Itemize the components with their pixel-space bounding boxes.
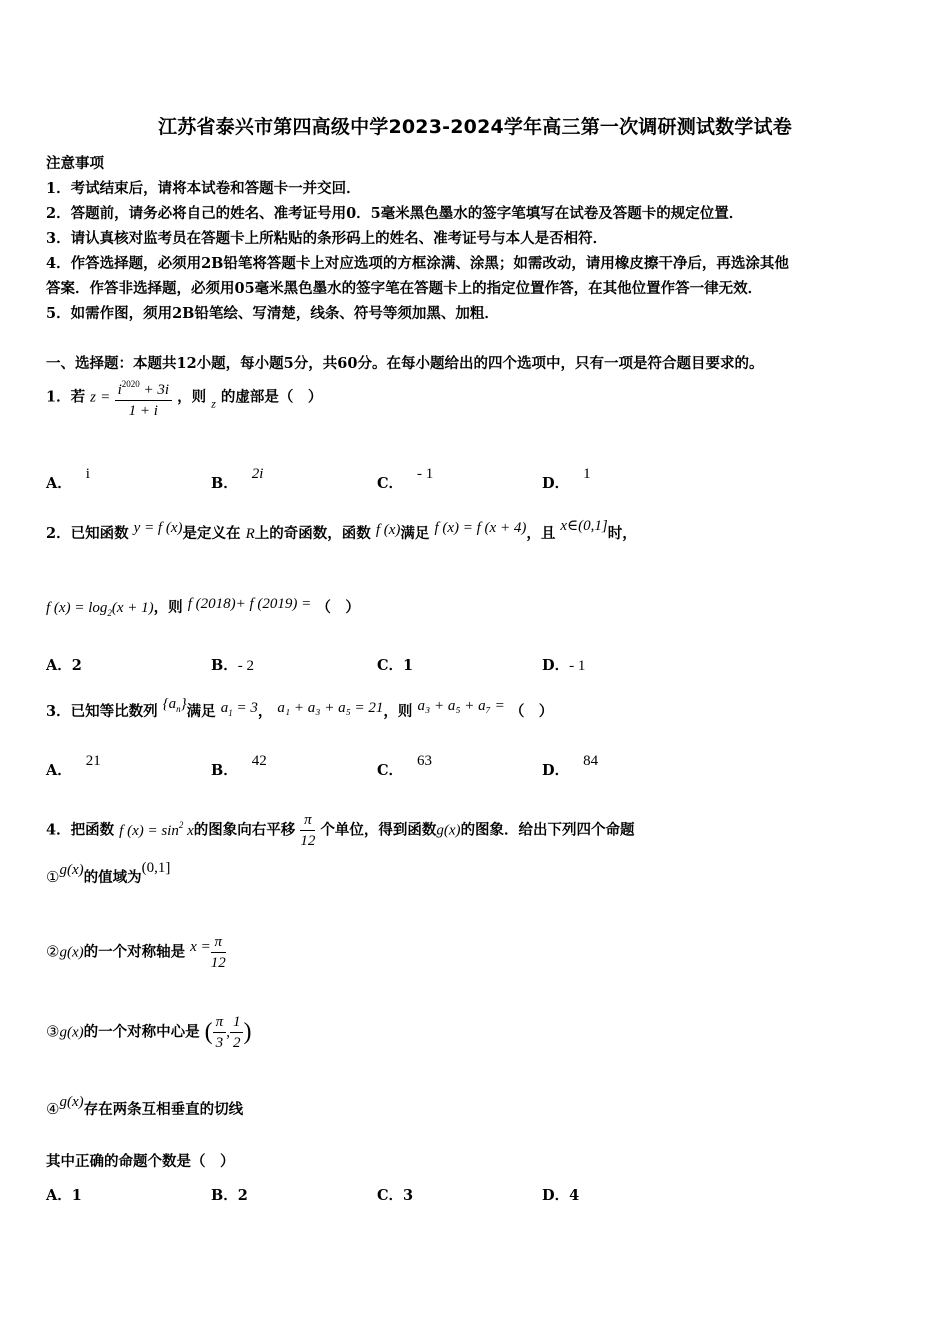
- q3-option-b[interactable]: B．42: [211, 753, 267, 779]
- q1-text3: 的虚部是（ ）: [220, 388, 323, 406]
- q4-shift: $\frac{\pi}{12}$: [300, 812, 316, 849]
- q1-z: z: [90, 389, 96, 406]
- q1-num-exp: 2020: [121, 379, 140, 389]
- q2-R: R: [245, 526, 255, 542]
- q3-cond2: a₁ + a₃ + a₅ = 21: [277, 700, 384, 716]
- q2-f2: f (x): [375, 522, 401, 538]
- q3-option-c[interactable]: C．63: [377, 753, 433, 779]
- q3-option-a[interactable]: A．21: [46, 753, 101, 779]
- note-item-4: 4．作答选择题，必须用2B铅笔将答题卡上对应选项的方框涂满、涂黑；如需改动，请用橡皮擦干净后，再选涂其他: [46, 255, 789, 272]
- q3-target: a₃ + a₅ + a₇ =: [417, 698, 505, 714]
- q4-option-a[interactable]: A．1: [46, 1187, 82, 1204]
- q2-f1: y = f (x): [133, 520, 183, 536]
- q2-option-c[interactable]: C．1: [377, 657, 414, 674]
- section-heading: 一、选择题：本题共12小题，每小题5分，共60分。在每小题给出的四个选项中，只有一项是符合题目要求的。: [46, 355, 764, 372]
- q1-fraction: [115, 374, 172, 421]
- q4-question: 其中正确的命题个数是（ ）: [46, 1153, 235, 1170]
- q1-option-c[interactable]: C．- 1: [377, 466, 434, 492]
- question-4: 4．把函数 f $(x) = \sin^2 x$的图象向右平移 $\frac{\pi}{12}$ 个单位，得到函数g(x)的图象．给出下列四个命题: [46, 812, 635, 849]
- notes-heading: 注意事项: [46, 155, 104, 172]
- q4-option-d[interactable]: D．4: [542, 1187, 580, 1204]
- proposition-1: ①g(x)的值域为(0,1]: [46, 860, 171, 886]
- q4-option-c[interactable]: C．3: [377, 1187, 414, 1204]
- q2-f5: f $(x) = \log_2(x + 1)$: [46, 600, 154, 618]
- q2-f3: f (x) = f (x + 4): [434, 520, 527, 536]
- q1-option-a[interactable]: A．i: [46, 466, 90, 492]
- proposition-2: ②g(x)的一个对称轴是 x = $\frac{\pi}{12}$: [46, 934, 226, 971]
- exam-title: 江苏省泰兴市第四高级中学2023-2024学年高三第一次调研测试数学试卷: [158, 116, 792, 138]
- note-item-5: 5．如需作图，须用2B铅笔绘、写清楚，线条、符号等须加黑、加粗．: [46, 305, 499, 322]
- q1-den: 1 + i: [128, 403, 158, 419]
- question-3: 3．已知等比数列 $\{a_n\}$满足 $a_1 = 3$， a₁ + a₃ + a₅ = 21，则 a₃ + a₅ + a₇ = （ ）: [46, 696, 554, 720]
- proposition-3: ③g(x)的一个对称中心是 ( $\frac{\pi}{3}$ , $\frac{1}{2}$ ): [46, 1014, 252, 1051]
- proposition-4: ④g(x)存在两条互相垂直的切线: [46, 1094, 244, 1118]
- q1-option-b[interactable]: B．2i: [211, 466, 264, 492]
- q4-g: g(x): [436, 822, 461, 839]
- q1-text2: ，则: [177, 388, 207, 406]
- q1-num: i: [117, 382, 122, 398]
- q2-option-d[interactable]: D．- 1: [542, 657, 586, 674]
- question-1: [46, 374, 322, 421]
- note-item-4-cont: 答案．作答非选择题，必须用05毫米黑色墨水的签字笔在答题卡上的指定位置作答，在其他位置作答一律无效．: [46, 280, 763, 297]
- q1-eq: =: [101, 389, 110, 406]
- q4-f1: f $(x) = \sin^2 x$: [119, 819, 194, 839]
- q1-z2: z: [211, 396, 216, 411]
- q1-num-rest: + 3i: [139, 382, 170, 398]
- q2-f6: f (2018)+ f (2019) =: [187, 596, 312, 612]
- q1-option-d[interactable]: D．1: [542, 466, 591, 492]
- q4-option-b[interactable]: B．2: [211, 1187, 248, 1204]
- note-item-2: 2．答题前，请务必将自己的姓名、准考证号用0．5毫米黑色墨水的签字笔填写在试卷及答题卡的规定位置．: [46, 205, 744, 222]
- q2-f4: x∈(0,1]: [560, 518, 608, 534]
- note-item-1: 1．考试结束后，请将本试卷和答题卡一并交回．: [46, 180, 361, 197]
- q3-cond1: $a_1 = 3$: [220, 700, 258, 718]
- note-item-3: 3．请认真核对监考员在答题卡上所粘贴的条形码上的姓名、准考证号与本人是否相符．: [46, 230, 608, 247]
- q3-option-d[interactable]: D．84: [542, 753, 599, 779]
- q1-label: 1．若: [46, 388, 86, 406]
- q3-seq: $\{a_n\}$: [162, 696, 187, 714]
- q2-option-a[interactable]: A．2: [46, 657, 82, 674]
- q2-option-b[interactable]: B．- 2: [211, 657, 255, 674]
- question-2-cont: f $(x) = \log_2(x + 1)$，则 f (2018)+ f (2019) = （ ）: [46, 596, 360, 618]
- question-2: 2．已知函数 y = f (x)是定义在 R上的奇函数，函数 f (x)满足 f (x) = f (x + 4)，且 x∈(0,1]时，: [46, 518, 637, 542]
